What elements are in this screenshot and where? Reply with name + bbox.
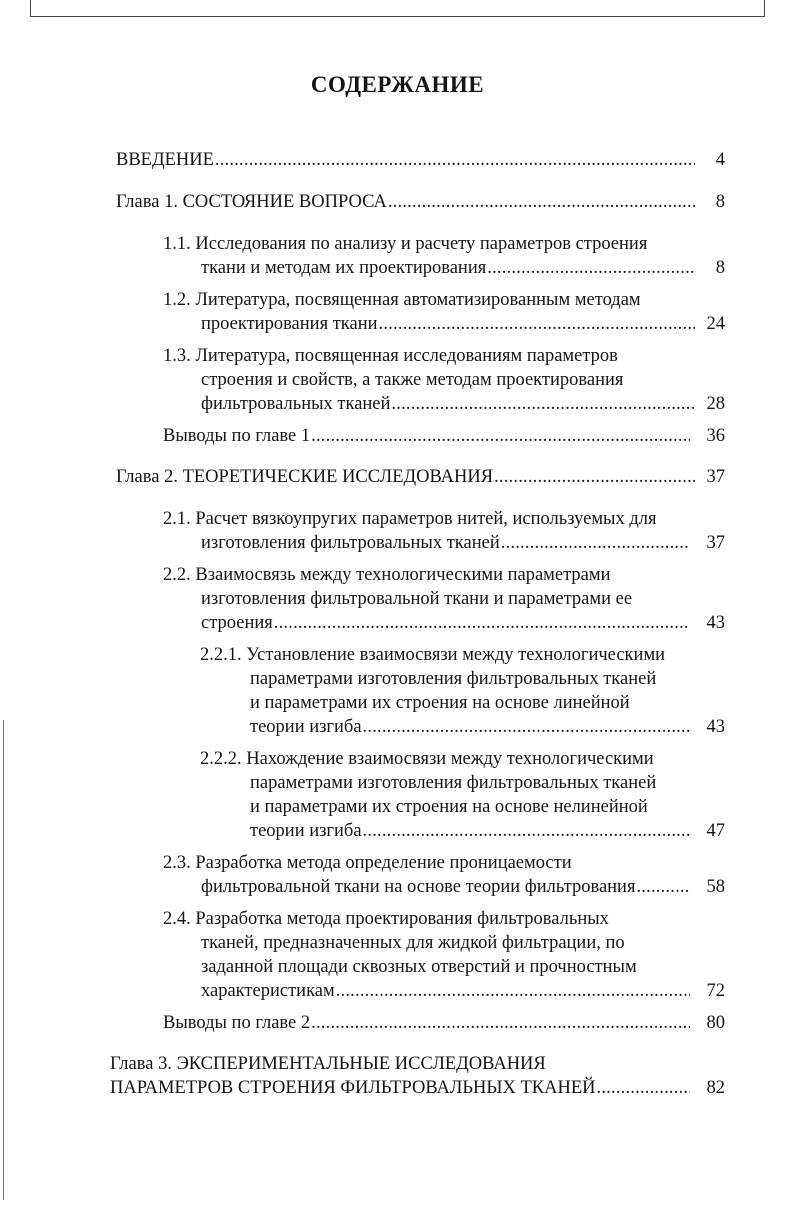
toc-entry-line: 2.2.1. Установление взаимосвязи между технологическими xyxy=(200,645,666,665)
dot-leader xyxy=(388,190,695,214)
toc-entry-line: 1.1. Исследования по анализу и расчету параметров строения xyxy=(163,234,648,254)
page-number: 37 xyxy=(706,467,725,487)
toc-entry-line: Глава 3. ЭКСПЕРИМЕНТАЛЬНЫЕ ИССЛЕДОВАНИЯ xyxy=(110,1054,546,1074)
dot-leader xyxy=(274,611,690,635)
dot-leader xyxy=(363,715,690,739)
toc-entry-last-line xyxy=(201,979,690,1003)
toc-entry-line: параметрами изготовления фильтровальных тканей xyxy=(250,773,657,793)
toc-entry-last-line xyxy=(250,715,690,739)
page-number: 80 xyxy=(706,1013,725,1033)
toc-entry-line: параметрами изготовления фильтровальных тканей xyxy=(250,669,657,689)
toc-entry-line: и параметрами их строения на основе линейной xyxy=(250,693,630,713)
toc-entry-last-line xyxy=(201,312,695,336)
toc-entry-last-line xyxy=(201,531,690,555)
page-number: 8 xyxy=(715,258,725,278)
toc-entry-text: ткани и методам их проектирования xyxy=(201,258,487,278)
page-number: 72 xyxy=(706,981,725,1001)
toc-entry-line: 2.3. Разработка метода определение проницаемости xyxy=(163,853,572,873)
toc-entry-text: строения xyxy=(201,613,273,633)
dot-leader xyxy=(597,1076,690,1100)
toc-entry-last-line xyxy=(116,190,695,214)
toc-entry-text: теории изгиба xyxy=(250,821,362,841)
toc-entry-text: ВВЕДЕНИЕ xyxy=(116,150,214,170)
page-number: 82 xyxy=(706,1078,725,1098)
toc-entry-line: 2.2. Взаимосвязь между технологическими параметрами xyxy=(163,565,611,585)
page-number: 28 xyxy=(706,394,725,414)
toc-entry-last-line xyxy=(201,875,690,899)
toc-entry-text: изготовления фильтровальных тканей xyxy=(201,533,500,553)
toc-entry-last-line xyxy=(116,465,695,489)
toc-entry-last-line xyxy=(110,1076,690,1100)
dot-leader xyxy=(487,256,695,280)
page-number: 4 xyxy=(715,150,725,170)
toc-entry-text: характеристикам xyxy=(201,981,335,1001)
page-number: 47 xyxy=(706,821,725,841)
toc-entry-line: и параметрами их строения на основе нелинейной xyxy=(250,797,648,817)
toc-entry-last-line xyxy=(250,819,690,843)
toc-entry-text: теории изгиба xyxy=(250,717,362,737)
page-title: СОДЕРЖАНИЕ xyxy=(310,72,485,97)
page-number: 43 xyxy=(706,613,725,633)
dot-leader xyxy=(379,312,695,336)
toc-entry-text: Глава 2. ТЕОРЕТИЧЕСКИЕ ИССЛЕДОВАНИЯ xyxy=(116,467,494,487)
toc-entry-last-line xyxy=(163,1011,690,1035)
toc-entry-line: изготовления фильтровальной ткани и параметрами ее xyxy=(201,589,633,609)
toc-entry-last-line xyxy=(201,611,690,635)
dot-leader xyxy=(336,979,690,1003)
toc-entry-line: заданной площади сквозных отверстий и прочностным xyxy=(201,957,637,977)
page-number: 24 xyxy=(706,314,725,334)
toc-entry-line: 2.4. Разработка метода проектирования фильтровальных xyxy=(163,909,609,929)
dot-leader xyxy=(501,531,690,555)
toc-entry-text: ПАРАМЕТРОВ СТРОЕНИЯ ФИЛЬТРОВАЛЬНЫХ ТКАНЕЙ xyxy=(110,1078,596,1098)
page-number: 37 xyxy=(706,533,725,553)
dot-leader xyxy=(363,819,690,843)
dot-leader xyxy=(636,875,690,899)
page-number: 36 xyxy=(706,426,725,446)
toc-entry-last-line xyxy=(201,392,695,416)
dot-leader xyxy=(311,424,690,448)
toc-entry-text: фильтровальной ткани на основе теории фильтрования xyxy=(201,877,636,897)
toc-entry-last-line xyxy=(116,148,695,172)
toc-entry-last-line xyxy=(201,256,695,280)
scan-border-top xyxy=(30,16,765,17)
dot-leader xyxy=(494,465,695,489)
dot-leader xyxy=(215,148,695,172)
page-number: 43 xyxy=(706,717,725,737)
scan-border-right xyxy=(764,0,765,17)
toc-entry-text: Выводы по главе 2 xyxy=(163,1013,311,1033)
toc-entry-line: тканей, предназначенных для жидкой фильтрации, по xyxy=(201,933,625,953)
page-number: 58 xyxy=(706,877,725,897)
toc-entry-line: 1.3. Литература, посвященная исследованиям параметров xyxy=(163,346,618,366)
toc-entry-last-line xyxy=(163,424,690,448)
toc-entry-line: 2.2.2. Нахождение взаимосвязи между технологическими xyxy=(200,749,654,769)
page-number: 8 xyxy=(715,192,725,212)
dot-leader xyxy=(311,1011,690,1035)
toc-entry-text: проектирования ткани xyxy=(201,314,378,334)
toc-entry-line: строения и свойств, а также методам проектирования xyxy=(201,370,624,390)
dot-leader xyxy=(391,392,695,416)
toc-entry-text: фильтровальных тканей xyxy=(201,394,391,414)
scan-edge-left xyxy=(3,720,4,1200)
toc-entry-text: Выводы по главе 1 xyxy=(163,426,311,446)
scan-border-left xyxy=(30,0,31,17)
toc-entry-line: 2.1. Расчет вязкоупругих параметров нитей, используемых для xyxy=(163,509,657,529)
toc-entry-text: Глава 1. СОСТОЯНИЕ ВОПРОСА xyxy=(116,192,387,212)
toc-entry-line: 1.2. Литература, посвященная автоматизированным методам xyxy=(163,290,641,310)
